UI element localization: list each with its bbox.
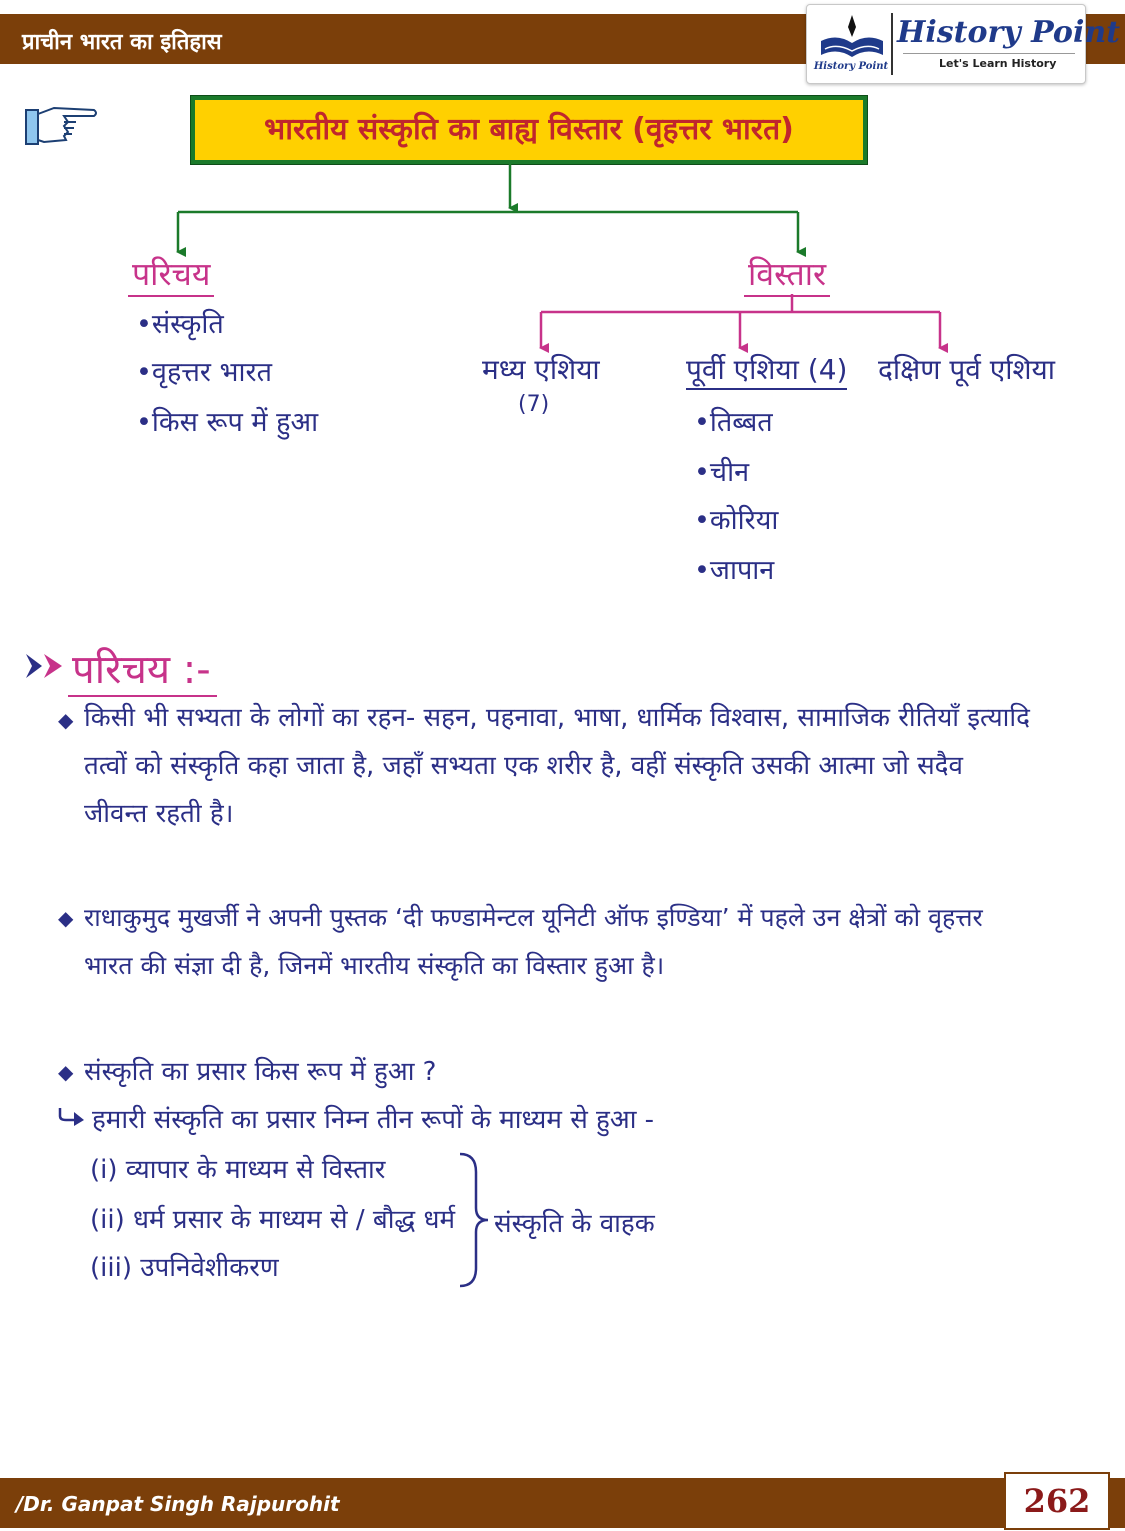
node-vistar-label: विस्तार: [744, 255, 830, 297]
node-parichay: [128, 252, 214, 295]
east-asia-item: •जापान: [694, 555, 775, 586]
paragraph-line: भारत की संज्ञा दी है, जिनमें भारतीय संस्कृति का विस्तार हुआ है।: [84, 951, 665, 980]
node-parichay-label: परिचय: [128, 255, 214, 297]
diamond-bullet-icon: ◆: [58, 906, 74, 930]
section-heading-parichay: [68, 640, 217, 695]
section-heading-text: परिचय :-: [68, 647, 217, 697]
answer-lead: हमारी संस्कृति का प्रसार निम्न तीन रूपों के माध्यम से हुआ -: [92, 1105, 655, 1135]
east-asia-item: •चीन: [694, 457, 750, 488]
diamond-bullet-icon: ◆: [58, 708, 74, 732]
logo-name: History Point: [897, 15, 1121, 50]
diamond-bullet-icon: ◆: [58, 1060, 74, 1084]
hook-arrow-icon: [58, 1106, 86, 1128]
paragraph-line: राधाकुमुद मुखर्जी ने अपनी पुस्तक ‘दी फण्डामेन्टल यूनिटी ऑफ इण्डिया’ में पहले उन क्षेत्रों को वृहत्तर: [84, 903, 983, 932]
logo-tagline: Let's Learn History: [939, 57, 1057, 70]
paragraph-2: [84, 894, 983, 990]
paragraph-line: किसी भी सभ्यता के लोगों का रहन- सहन, पहनावा, भाषा, धार्मिक विश्वास, सामाजिक रीतियाँ इत्यादि: [84, 703, 1030, 733]
mode-item: (i) व्यापार के माध्यम से विस्तार: [90, 1155, 386, 1185]
page-number-box: [1004, 1472, 1110, 1530]
question-line: संस्कृति का प्रसार किस रूप में हुआ ?: [84, 1057, 437, 1087]
region-east-asia-label: पूर्वी एशिया (4): [686, 353, 847, 390]
east-asia-item: •कोरिया: [694, 505, 779, 536]
region-central-asia: मध्य एशिया: [482, 353, 600, 386]
parichay-item: •संस्कृति: [136, 309, 224, 340]
region-south-east-asia: दक्षिण पूर्व एशिया: [878, 353, 1055, 386]
paragraph-line: तत्वों को संस्कृति कहा जाता है, जहाँ सभ्यता एक शरीर है, वहीं संस्कृति उसकी आत्मा जो सदैव: [84, 751, 963, 781]
east-asia-item: •तिब्बत: [694, 407, 773, 438]
node-vistar: [744, 252, 830, 295]
diagram-title: भारतीय संस्कृति का बाह्य विस्तार (वृहत्तर भारत): [264, 112, 794, 147]
right-brace-icon: [456, 1150, 492, 1290]
logo-small-text: History Point: [813, 61, 889, 72]
paragraph-line: जीवन्त रहती है।: [84, 799, 234, 829]
mode-item: (ii) धर्म प्रसार के माध्यम से / बौद्ध धर्म: [90, 1205, 456, 1235]
modes-note: संस्कृति के वाहक: [494, 1209, 655, 1239]
book-title: प्राचीन भारत का इतिहास: [22, 30, 222, 55]
author-name: /Dr. Ganpat Singh Rajpurohit: [16, 1492, 340, 1516]
region-east-asia: [686, 350, 847, 388]
double-chevron-icon: [24, 650, 68, 682]
paragraph-1: [84, 694, 1030, 838]
region-central-asia-count: (7): [518, 392, 550, 417]
mode-item: (iii) उपनिवेशीकरण: [90, 1253, 279, 1283]
parichay-item: •वृहत्तर भारत: [136, 357, 272, 388]
page-number: 262: [1023, 1482, 1091, 1520]
parichay-item: •किस रूप में हुआ: [136, 407, 319, 438]
